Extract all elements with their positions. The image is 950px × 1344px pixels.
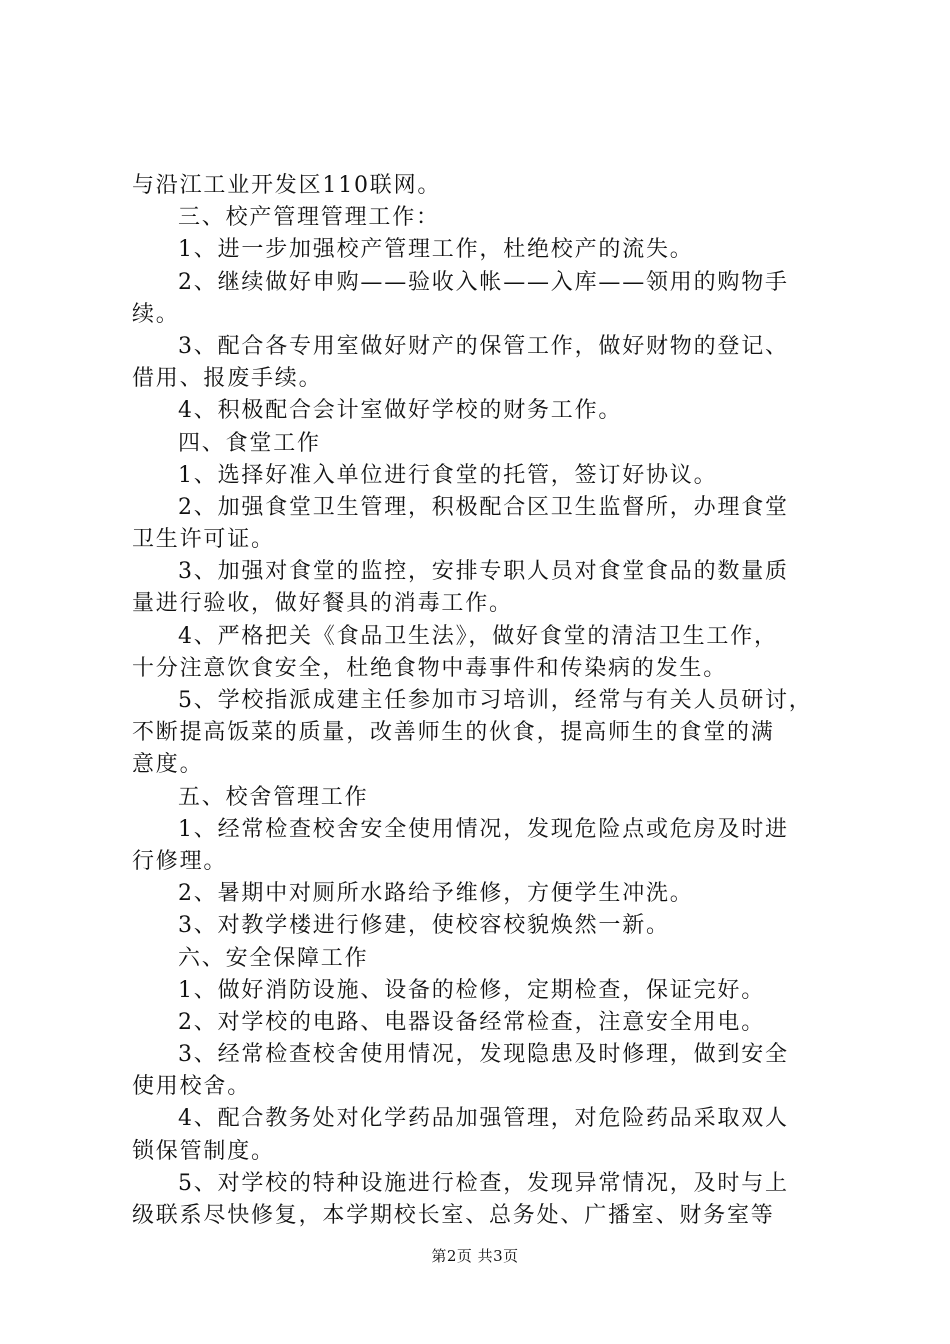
text-line: 2、对学校的电路、电器设备经常检查，注意安全用电。 (178, 1009, 765, 1035)
text-line: 与沿江工业开发区110联网。 (132, 173, 442, 198)
text-line: 2、继续做好申购——验收入帐——入库——领用的购物手 (178, 269, 789, 295)
text-line: 3、对教学楼进行修建，使校容校貌焕然一新。 (178, 913, 670, 939)
document-body (132, 170, 832, 1232)
text-line: 3、加强对食堂的监控，安排专职人员对食堂食品的数量质 (178, 559, 789, 585)
text-line: 1、经常检查校舍安全使用情况，发现危险点或危房及时进 (178, 816, 789, 842)
text-line: 五、校舍管理工作 (178, 784, 369, 810)
page-footer: 第2页 共3页 (431, 1247, 519, 1265)
text-line: 锁保管制度。 (132, 1138, 275, 1164)
text-line: 四、食堂工作 (178, 430, 321, 456)
text-line: 1、做好消防设施、设备的检修，定期检查，保证完好。 (178, 977, 765, 1003)
text-line: 借用、报废手续。 (132, 366, 323, 392)
text-line: 不断提高饭菜的质量，改善师生的伙食，提高师生的食堂的满 (132, 720, 775, 746)
text-line: 使用校舍。 (132, 1074, 252, 1100)
text-line: 4、积极配合会计室做好学校的财务工作。 (178, 398, 623, 424)
text-line: 3、经常检查校舍使用情况，发现隐患及时修理，做到安全 (178, 1042, 789, 1068)
text-line: 1、选择好准入单位进行食堂的托管，签订好协议。 (178, 462, 718, 488)
text-line: 5、学校指派成建主任参加市习培训，经常与有关人员研讨， (178, 688, 813, 713)
text-line: 意度。 (132, 752, 204, 778)
text-line: 六、安全保障工作 (178, 945, 369, 971)
text-line: 量进行验收，做好餐具的消毒工作。 (132, 591, 513, 617)
text-line: 2、暑期中对厕所水路给予维修，方便学生冲洗。 (178, 881, 694, 907)
text-line: 2、加强食堂卫生管理，积极配合区卫生监督所，办理食堂 (178, 494, 789, 520)
text-line: 5、对学校的特种设施进行检查，发现异常情况，及时与上 (178, 1170, 789, 1196)
text-line: 续。 (132, 301, 180, 327)
text-line: 三、校产管理管理工作： (178, 205, 440, 231)
text-line: 卫生许可证。 (132, 527, 275, 553)
text-line: 4、配合教务处对化学药品加强管理，对危险药品采取双人 (178, 1106, 789, 1132)
text-line: 1、进一步加强校产管理工作，杜绝校产的流失。 (178, 237, 694, 263)
text-line: 行修理。 (132, 848, 228, 874)
text-line: 十分注意饮食安全，杜绝食物中毒事件和传染病的发生。 (132, 655, 728, 681)
text-line: 级联系尽快修复，本学期校长室、总务处、广播室、财务室等 (132, 1203, 775, 1228)
text-line: 3、配合各专用室做好财产的保管工作，做好财物的登记、 (178, 333, 789, 359)
text-line: 4、严格把关《食品卫生法》，做好食堂的清洁卫生工作， (178, 623, 778, 649)
